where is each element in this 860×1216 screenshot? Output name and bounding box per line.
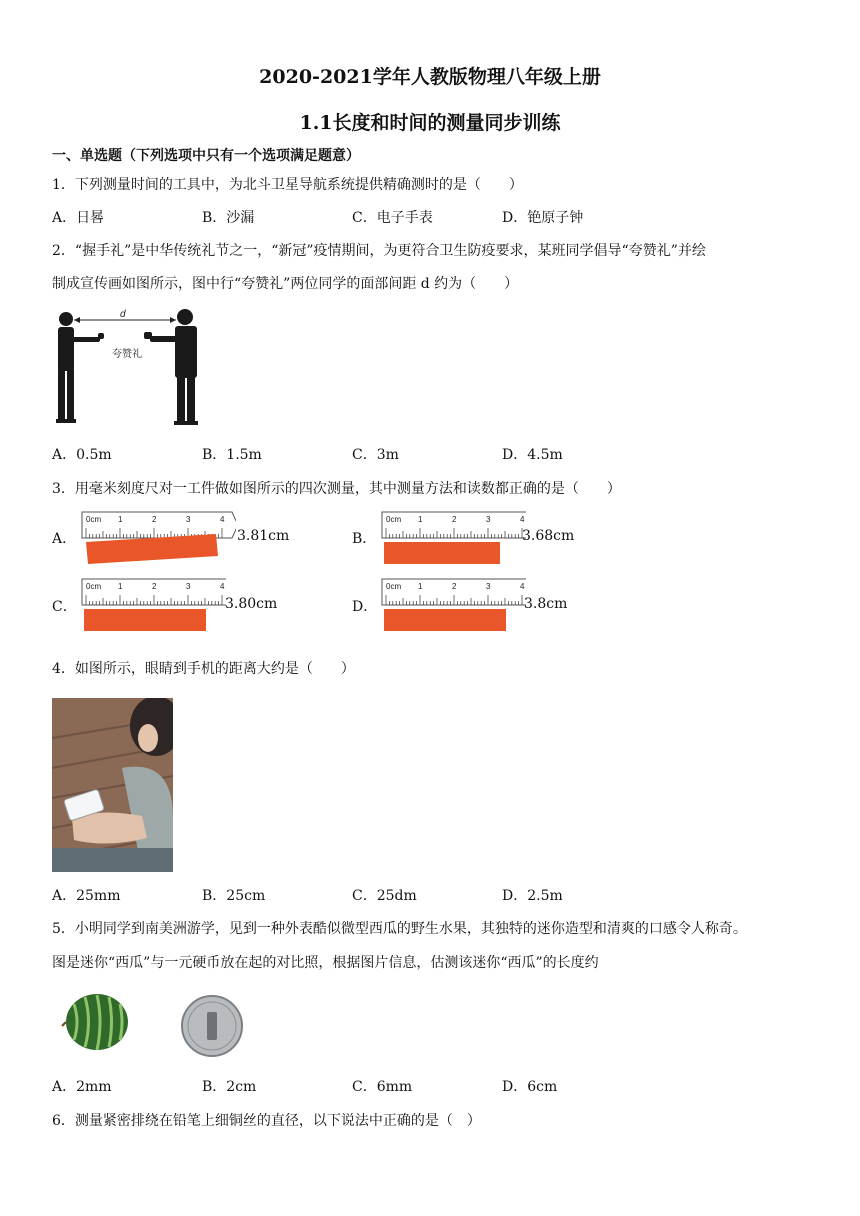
ruler-tick-label: 2 [152,582,157,591]
ruler-tick-label: 2 [452,515,457,524]
ruler-tick-label: 3 [486,515,491,524]
q4-option-c: C．25dm [352,888,417,904]
q1-option-b: B．沙漏 [202,210,255,226]
right-person-silhouette [144,309,198,425]
ruler-tick-label: 0cm [386,582,402,591]
q3-option-d-reading: 3.8cm [524,596,568,612]
q1-option-a: A．日晷 [52,210,105,226]
q3-option-b-reading: 3.68cm [522,528,575,544]
ruler-d-scale [382,579,526,605]
ruler-tick-label: 1 [418,515,423,524]
ruler-b-scale [382,512,526,538]
left-person-silhouette [56,312,104,423]
ruler-tick-label: 4 [520,582,525,591]
coin-image [182,996,242,1056]
ruler-tick-label: 1 [118,582,123,591]
question-2-stem-line2: 制成宣传画如图所示，图中行“夸赞礼”两位同学的面部间距 d 约为（ ） [52,276,519,292]
ruler-tick-label: 4 [220,515,225,524]
q3-option-a-letter: A． [52,531,77,547]
ruler-tick-label: 0cm [86,515,102,524]
q1-option-d: D．铯原子钟 [502,210,584,226]
watermelon-image [62,994,128,1050]
q3-ruler-c [80,577,226,633]
question-6-stem: 6．测量紧密排绕在铅笔上细铜丝的直径，以下说法中正确的是（ ） [52,1113,481,1129]
q3-ruler-a [80,510,236,566]
figure-caption: 夸赞礼 [112,349,142,360]
q3-option-d-letter: D． [352,599,378,615]
question-1-stem: 1．下列测量时间的工具中，为北斗卫星导航系统提供精确测时的是（ ） [52,177,523,193]
q3-option-c-letter: C． [52,599,77,615]
q4-option-a: A．25mm [52,888,121,904]
q4-phone-photo [52,698,173,872]
ruler-tick-label: 1 [418,582,423,591]
doc-title: 2020-2021学年人教版物理八年级上册 [259,66,601,88]
q3-option-b-letter: B． [352,531,377,547]
q3-ruler-b [380,510,526,566]
q5-figure [60,990,260,1062]
question-3-stem: 3．用毫米刻度尺对一工件做如图所示的四次测量，其中测量方法和读数都正确的是（ ） [52,481,621,497]
ruler-tick-label: 2 [452,582,457,591]
ruler-tick-label: 2 [152,515,157,524]
ruler-b-workpiece [384,542,500,564]
ruler-c-scale [82,579,226,605]
q4-option-b: B．25cm [202,888,266,904]
ruler-body [82,512,236,538]
q2-option-d: D．4.5m [502,447,563,463]
q3-ruler-d [380,577,526,633]
distance-label-d: d [120,309,126,320]
q3-option-a-reading: 3.81cm [237,528,290,544]
question-5-stem-line1: 5．小明同学到南美洲游学，见到一种外表酷似微型西瓜的野生水果，其独特的迷你造型和清爽的口感令人称奇。 [52,921,747,937]
q4-option-d: D．2.5m [502,888,563,904]
ruler-tick-label: 3 [486,582,491,591]
ruler-tick-label: 4 [520,515,525,524]
q2-option-b: B．1.5m [202,447,262,463]
ruler-tick-label: 1 [118,515,123,524]
question-2-stem-line1: 2．“握手礼”是中华传统礼节之一，“新冠”疫情期间，为更符合卫生防疫要求，某班同学倡导“夸赞礼”并绘 [52,243,706,259]
ruler-tick-label: 3 [186,582,191,591]
ruler-tick-label: 3 [186,515,191,524]
ruler-a-scale [82,512,236,538]
question-4-stem: 4．如图所示，眼睛到手机的距离大约是（ ） [52,661,355,677]
ruler-d-workpiece [384,609,506,631]
ruler-tick-label: 0cm [86,582,102,591]
q5-option-c: C．6mm [352,1079,413,1095]
q5-option-b: B．2cm [202,1079,257,1095]
section-heading: 一、单选题（下列选项中只有一个选项满足题意） [52,148,360,164]
ruler-tick-label: 0cm [386,515,402,524]
q5-option-a: A．2mm [52,1079,112,1095]
q1-option-c: C．电子手表 [352,210,433,226]
ruler-tick-label: 4 [220,582,225,591]
doc-subtitle: 1.1长度和时间的测量同步训练 [299,112,561,134]
q2-option-c: C．3m [352,447,399,463]
q2-option-a: A．0.5m [52,447,112,463]
question-5-stem-line2: 图是迷你“西瓜”与一元硬币放在起的对比照，根据图片信息，估测该迷你“西瓜”的长度约 [52,955,599,971]
q3-option-c-reading: 3.80cm [225,596,278,612]
q5-option-d: D．6cm [502,1079,558,1095]
q2-figure-silhouettes [50,305,210,427]
ruler-c-workpiece [84,609,206,631]
